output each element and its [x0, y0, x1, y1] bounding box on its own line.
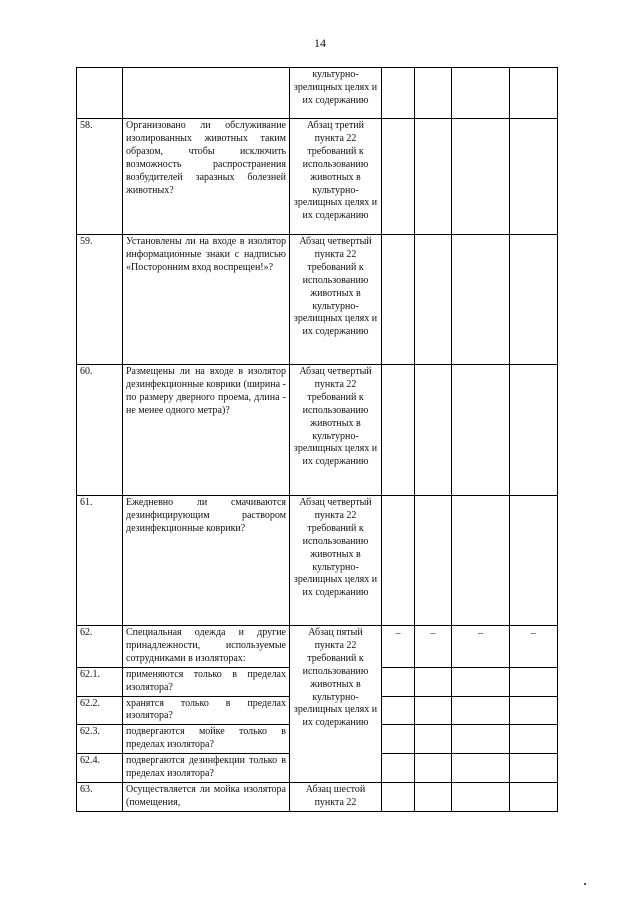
table-row	[77, 782, 558, 811]
answer-not-applicable-cell	[452, 626, 510, 668]
dash-mark: –	[395, 628, 401, 639]
answer-not-applicable-cell[interactable]	[452, 235, 510, 365]
question-cell: применяются только в пределах изолятора?	[123, 667, 290, 696]
page-number: 14	[314, 36, 326, 50]
note-cell[interactable]	[510, 496, 558, 626]
scan-speck	[584, 883, 586, 885]
question-cell	[123, 68, 290, 119]
table-row	[77, 626, 558, 668]
question-cell: подвергаются мойке только в пределах изолятора?	[123, 725, 290, 754]
question-cell: Осуществляется ли мойка изолятора (помещения,	[123, 782, 290, 811]
answer-yes-cell[interactable]	[382, 782, 415, 811]
question-cell: подвергаются дезинфекции только в пределах изолятора?	[123, 754, 290, 783]
answer-no-cell[interactable]	[415, 68, 452, 119]
answer-yes-cell[interactable]	[382, 68, 415, 119]
note-cell[interactable]	[510, 754, 558, 783]
row-number: 58.	[77, 119, 123, 235]
note-cell[interactable]	[510, 68, 558, 119]
row-number: 63.	[77, 782, 123, 811]
answer-yes-cell[interactable]	[382, 365, 415, 496]
answer-yes-cell[interactable]	[382, 696, 415, 725]
answer-no-cell[interactable]	[415, 235, 452, 365]
answer-not-applicable-cell[interactable]	[452, 119, 510, 235]
reference-cell: Абзац пятый пункта 22 требований к использованию животных в культурно-зрелищных целях и их содержанию	[290, 626, 382, 783]
reference-cell: Абзац шестой пункта 22	[290, 782, 382, 811]
table-row	[77, 235, 558, 365]
answer-no-cell[interactable]	[415, 119, 452, 235]
answer-no-cell[interactable]	[415, 696, 452, 725]
dash-mark: –	[478, 628, 483, 639]
answer-not-applicable-cell[interactable]	[452, 754, 510, 783]
row-number: 62.2.	[77, 696, 123, 725]
answer-not-applicable-cell[interactable]	[452, 68, 510, 119]
note-cell[interactable]	[510, 365, 558, 496]
note-cell[interactable]	[510, 235, 558, 365]
note-cell[interactable]	[510, 696, 558, 725]
dash-mark: –	[430, 628, 436, 639]
reference-cell: культурно-зрелищных целях и их содержанию	[290, 68, 382, 119]
row-number: 60.	[77, 365, 123, 496]
question-cell: Размещены ли на входе в изолятор дезинфекционные коврики (ширина - по размеру дверного проема, длина - не менее одного метра)?	[123, 365, 290, 496]
row-number: 59.	[77, 235, 123, 365]
note-cell[interactable]	[510, 782, 558, 811]
answer-not-applicable-cell[interactable]	[452, 365, 510, 496]
note-cell[interactable]	[510, 725, 558, 754]
answer-yes-cell[interactable]	[382, 235, 415, 365]
reference-cell: Абзац четвертый пункта 22 требований к использованию животных в культурно-зрелищных целях и их содержанию	[290, 496, 382, 626]
answer-yes-cell[interactable]	[382, 119, 415, 235]
answer-not-applicable-cell[interactable]	[452, 725, 510, 754]
table-row	[77, 365, 558, 496]
answer-yes-cell[interactable]	[382, 496, 415, 626]
row-number: 61.	[77, 496, 123, 626]
answer-not-applicable-cell[interactable]	[452, 496, 510, 626]
answer-not-applicable-cell[interactable]	[452, 667, 510, 696]
note-cell[interactable]	[510, 119, 558, 235]
question-cell: Ежедневно ли смачиваются дезинфицирующим раствором дезинфекционные коврики?	[123, 496, 290, 626]
question-cell: Специальная одежда и другие принадлежности, используемые сотрудниками в изоляторах:	[123, 626, 290, 668]
checklist-table	[76, 67, 558, 812]
table-row	[77, 496, 558, 626]
row-number: 62.3.	[77, 725, 123, 754]
reference-cell: Абзац четвертый пункта 22 требований к использованию животных в культурно-зрелищных целях и их содержанию	[290, 235, 382, 365]
row-number: 62.4.	[77, 754, 123, 783]
row-number: 62.	[77, 626, 123, 668]
answer-no-cell[interactable]	[415, 782, 452, 811]
answer-yes-cell[interactable]	[382, 725, 415, 754]
answer-no-cell[interactable]	[415, 754, 452, 783]
question-cell: хранятся только в пределах изолятора?	[123, 696, 290, 725]
note-cell	[510, 626, 558, 668]
row-number: 62.1.	[77, 667, 123, 696]
dash-mark: –	[531, 628, 536, 639]
table-row	[77, 68, 558, 119]
answer-no-cell[interactable]	[415, 496, 452, 626]
answer-no-cell[interactable]	[415, 725, 452, 754]
answer-yes-cell[interactable]	[382, 667, 415, 696]
reference-cell: Абзац четвертый пункта 22 требований к использованию животных в культурно-зрелищных целях и их содержанию	[290, 365, 382, 496]
question-cell: Установлены ли на входе в изолятор информационные знаки с надписью «Посторонним вход воспрещен!»?	[123, 235, 290, 365]
answer-not-applicable-cell[interactable]	[452, 696, 510, 725]
note-cell[interactable]	[510, 667, 558, 696]
answer-yes-cell	[382, 626, 415, 668]
answer-not-applicable-cell[interactable]	[452, 782, 510, 811]
answer-yes-cell[interactable]	[382, 754, 415, 783]
question-cell: Организовано ли обслуживание изолированных животных таким образом, чтобы исключить возможность распространения возбудителей заразных болезней животных?	[123, 119, 290, 235]
answer-no-cell[interactable]	[415, 667, 452, 696]
answer-no-cell	[415, 626, 452, 668]
table-row	[77, 119, 558, 235]
row-number	[77, 68, 123, 119]
reference-cell: Абзац третий пункта 22 требований к использованию животных в культурно-зрелищных целях и их содержанию	[290, 119, 382, 235]
answer-no-cell[interactable]	[415, 365, 452, 496]
